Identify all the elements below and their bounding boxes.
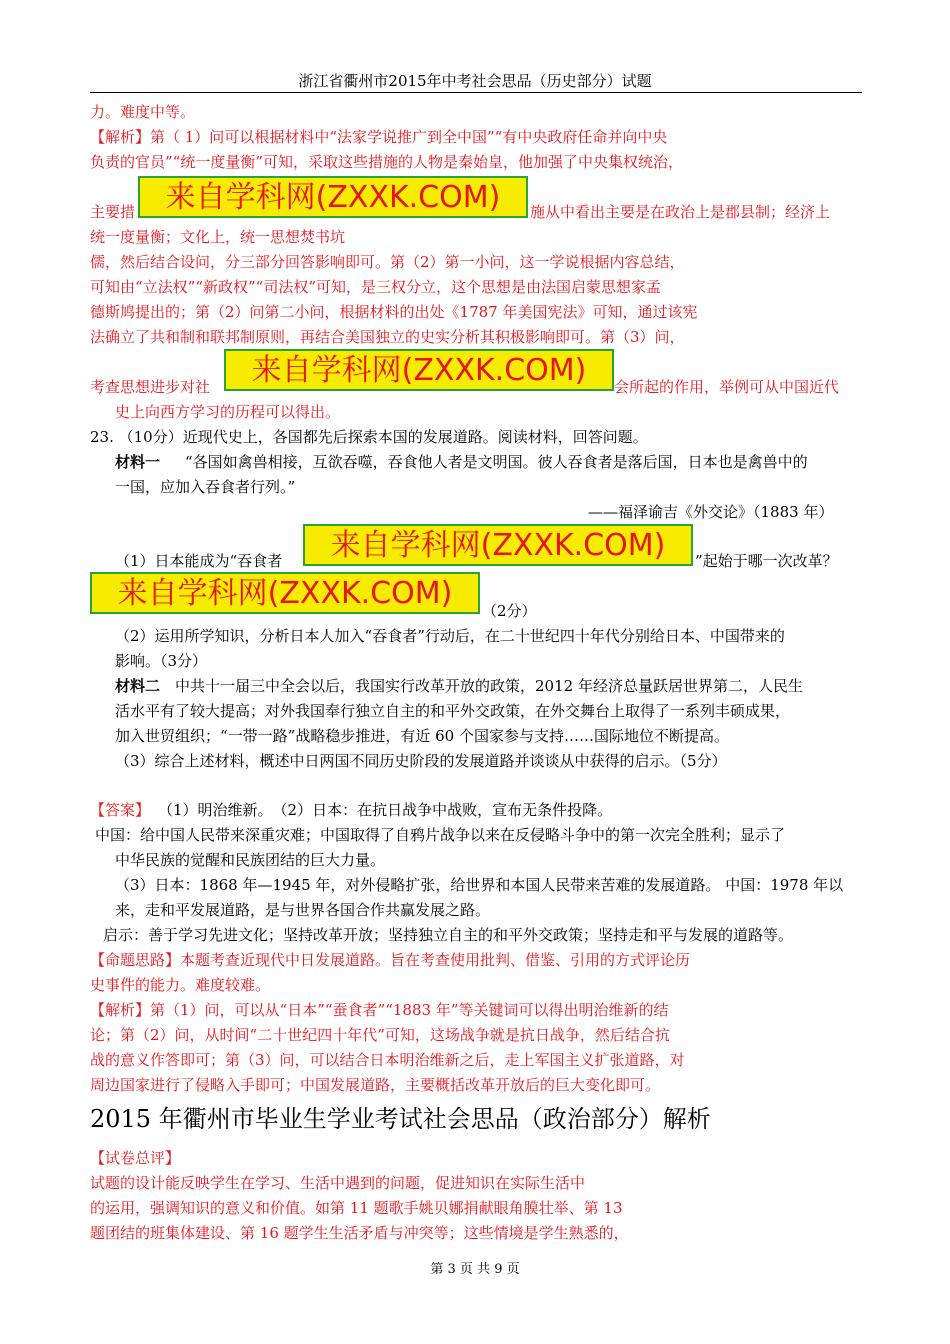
text-line: 会所起的作用，举例可从中国近代 bbox=[614, 378, 840, 396]
material-text: 一国，应加入吞食者行列。” bbox=[115, 478, 296, 496]
watermark-banner: 来自学科网(ZXXK.COM) bbox=[90, 572, 480, 614]
analysis-text: 史事件的能力。难度较难。 bbox=[90, 976, 271, 994]
text-line: 施从中看出主要是在政治上是郡县制；经济上 bbox=[530, 203, 831, 221]
review-text: 的运用，强调知识的意义和价值。如第 11 题歌手姚贝娜捐献眼角膜壮举、第 13 bbox=[90, 1199, 623, 1217]
review-text: 题团结的班集体建设、第 16 题学生生活矛盾与冲突等；这些情境是学生熟悉的， bbox=[90, 1224, 629, 1242]
review-text: 【试卷总评】 bbox=[90, 1149, 181, 1167]
material-source: ——福泽谕吉《外交论》（1883 年） bbox=[588, 503, 834, 521]
material-text: 活水平有了较大提高；对外我国奉行独立自主的和平外交政策，在外交舞台上取得了一系列丰硕成果， bbox=[115, 702, 791, 720]
text-line: 德斯鸠提出的；第（2）问第二小问，根据材料的出处《1787 年美国宪法》可知，通过该宪 bbox=[90, 303, 698, 321]
answer-label: 【答案】 bbox=[90, 801, 151, 819]
text-line: 儒，然后结合设问，分三部分回答影响即可。第（2）第一小问，这一学说根据内容总结， bbox=[90, 253, 685, 271]
text-line: 史上向西方学习的历程可以得出。 bbox=[115, 403, 341, 421]
sub-question: （1）日本能成为“吞食者 bbox=[115, 552, 283, 570]
watermark-banner: 来自学科网(ZXXK.COM) bbox=[303, 524, 693, 566]
analysis-text: 论；第（2）问，从时间“二十世纪四十年代”可知，这场战争就是抗日战争，然后结合抗 bbox=[90, 1026, 670, 1044]
review-text: 试题的设计能反映学生在学习、生活中遇到的问题，促进知识在实际生活中 bbox=[90, 1174, 586, 1192]
analysis-text: 【解析】第（1）问，可以从“日本”“蚕食者”“1883 年”等关键词可以得出明治维新的结 bbox=[90, 1001, 669, 1019]
section-title: 2015 年衢州市毕业生学业考试社会思品（政治部分）解析 bbox=[90, 1105, 711, 1133]
sub-question-score: （2分） bbox=[482, 602, 537, 620]
answer-text: 中华民族的觉醒和民族团结的巨大力量。 bbox=[115, 851, 386, 869]
question-stem: 23. （10分）近现代史上，各国都先后探索本国的发展道路。阅读材料，回答问题。 bbox=[90, 428, 648, 446]
sub-question: （3）综合上述材料，概述中日两国不同历史阶段的发展道路并谈谈从中获得的启示。（5分） bbox=[115, 752, 727, 770]
answer-text: （1）明治维新。 （2）日本：在抗日战争中战败，宣布无条件投降。 bbox=[158, 801, 613, 819]
header-rule bbox=[90, 92, 862, 93]
material-label: 材料一 bbox=[115, 453, 161, 471]
text-line: 可知由“立法权”“新政权”“司法权”可知，是三权分立，这个思想是由法国启蒙思想家孟 bbox=[90, 278, 662, 296]
watermark-banner: 来自学科网(ZXXK.COM) bbox=[138, 176, 528, 218]
text-line: 主要措 bbox=[90, 203, 136, 221]
text-line: 力。难度中等。 bbox=[90, 103, 196, 121]
answer-text: 中国：给中国人民带来深重灾难；中国取得了自鸦片战争以来在反侵略斗争中的第一次完全胜利；显示了 bbox=[95, 826, 786, 844]
sub-question: （2）运用所学知识，分析日本人加入“吞食者”行动后，在二十世纪四十年代分别给日本、中国带来的 bbox=[115, 627, 785, 645]
watermark-banner: 来自学科网(ZXXK.COM) bbox=[224, 349, 614, 391]
material-text: 中共十一届三中全会以后，我国实行改革开放的政策，2012 年经济总量跃居世界第二，人民生 bbox=[175, 677, 803, 695]
text-line: 统一度量衡；文化上，统一思想焚书坑 bbox=[90, 228, 346, 246]
text-line: 法确立了共和制和联邦制原则，再结合美国独立的史实分析其积极影响即可。第（3）问， bbox=[90, 328, 685, 346]
answer-text: 启示：善于学习先进文化；坚持改革开放；坚持独立自主的和平外交政策；坚持走和平与发展的道路等。 bbox=[103, 926, 794, 944]
page-number: 第 3 页 共 9 页 bbox=[430, 1262, 520, 1277]
text-line: 考查思想进步对社 bbox=[90, 378, 211, 396]
analysis-text: 【命题思路】本题考查近现代中日发展道路。旨在考查使用批判、借鉴、引用的方式评论历 bbox=[90, 951, 691, 969]
sub-question: ”起始于哪一次改革？ bbox=[695, 552, 838, 570]
text-line: 【解析】第（ 1）问可以根据材料中“法家学说推广到全中国”“有中央政府任命并向中央 bbox=[90, 128, 668, 146]
material-text: 加入世贸组织；“一带一路”战略稳步推进，有近 60 个国家参与支持……国际地位不断提高。 bbox=[115, 727, 729, 745]
answer-text: （3）日本：1868 年—1945 年，对外侵略扩张，给世界和本国人民带来苦难的发展道路。 中国：1978 年以 bbox=[115, 876, 844, 894]
sub-question: 影响。（3分） bbox=[115, 652, 208, 670]
analysis-text: 周边国家进行了侵略入手即可；中国发展道路，主要概括改革开放后的巨大变化即可。 bbox=[90, 1076, 661, 1094]
material-text: “各国如禽兽相接，互欲吞噬，吞食他人者是文明国。彼人吞食者是落后国，日本也是禽兽中的 bbox=[185, 453, 808, 471]
text-line: 负责的官员”“统一度量衡”可知，采取这些措施的人物是秦始皇，他加强了中央集权统治， bbox=[90, 153, 684, 171]
answer-text: 来，走和平发展道路，是与世界各国合作共赢发展之路。 bbox=[115, 901, 491, 919]
material-label: 材料二 bbox=[115, 677, 161, 695]
analysis-text: 战的意义作答即可；第（3）问，可以结合日本明治维新之后，走上军国主义扩张道路，对 bbox=[90, 1051, 685, 1069]
page-header: 浙江省衢州市2015年中考社会思品（历史部分）试题 bbox=[298, 72, 652, 90]
